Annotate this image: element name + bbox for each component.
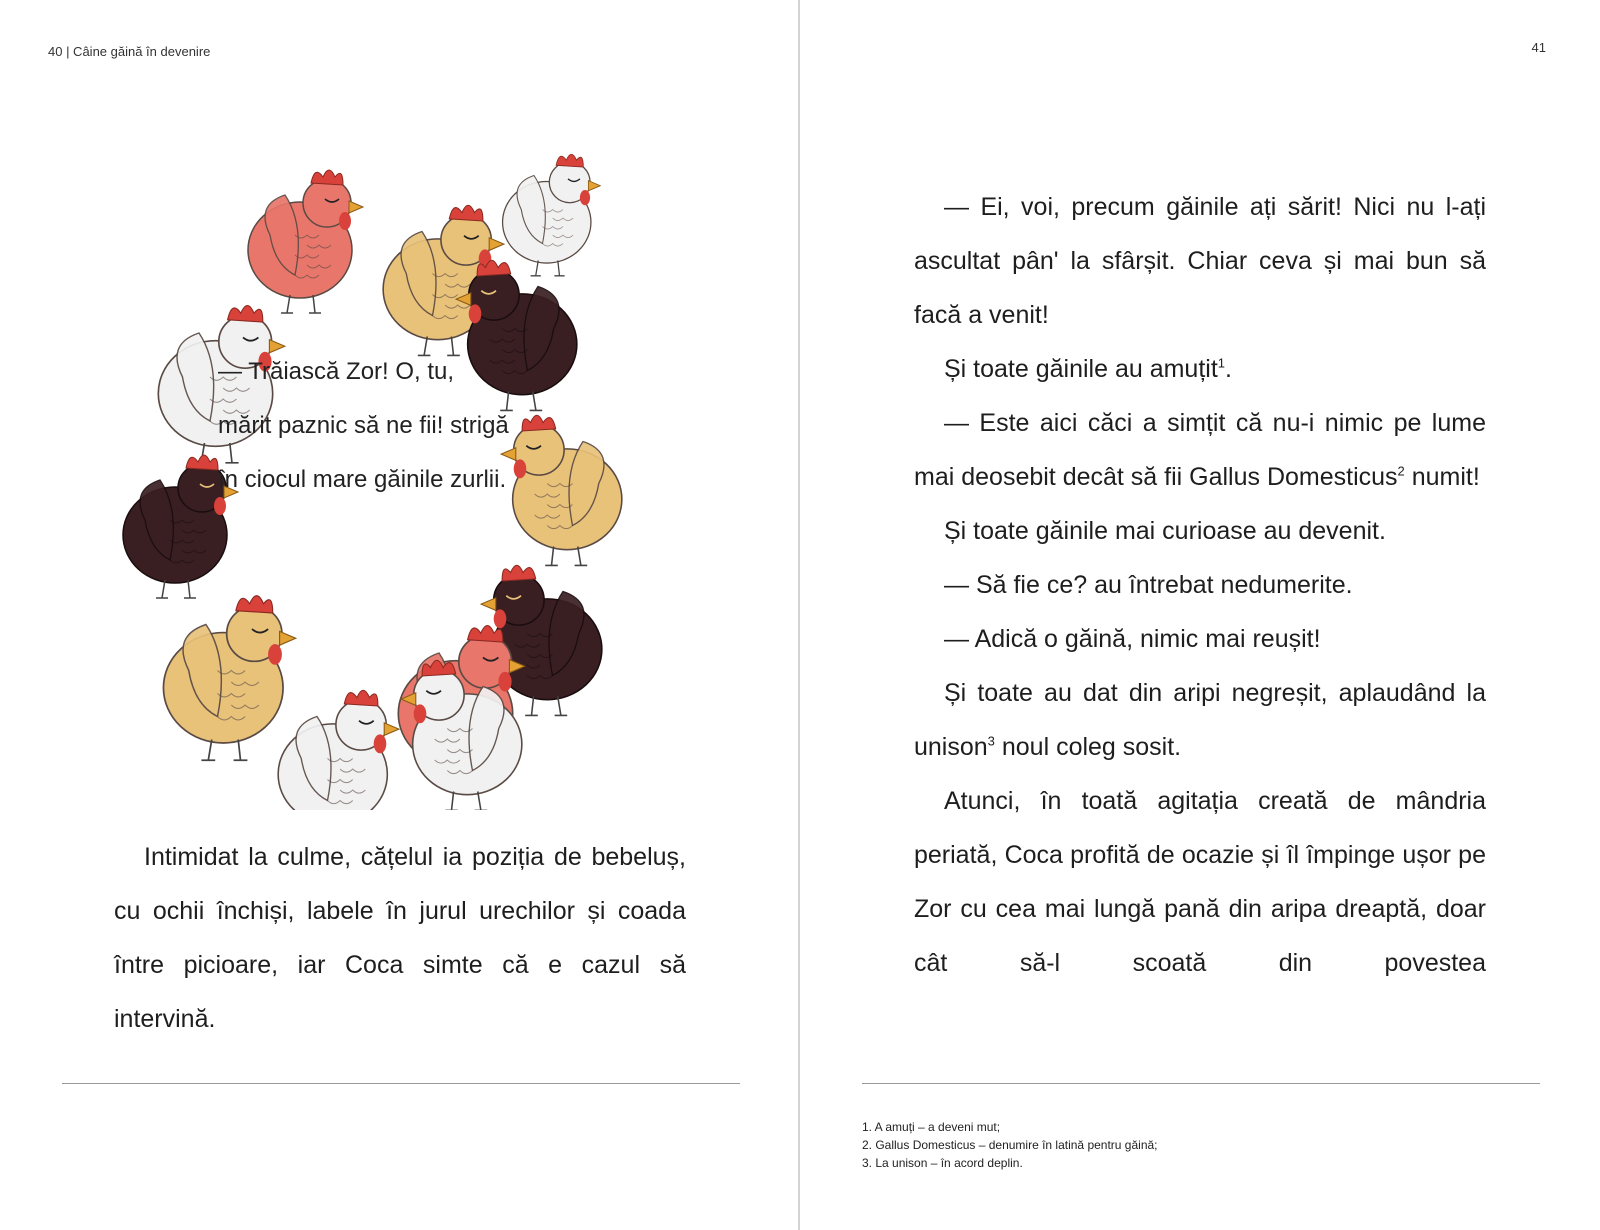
- hen-figure: [278, 690, 399, 810]
- hen-figure: [503, 154, 601, 276]
- paragraph-text: Atunci, în toată agitația creată de mândria periată, Coca profită de ocazie și îl împinge ușor pe Zor cu cea mai lungă pană din aripa dreaptă, doar cât să-l scoată din povestea: [914, 787, 1486, 977]
- footnote: 2. Gallus Domesticus – denumire în latină pentru găină;: [862, 1138, 1158, 1152]
- left-paragraph: Intimidat la culme, cățelul ia poziția de bebeluș, cu ochii închiși, labele în jurul urechilor și coada între picioare, iar Coca simte că e cazul să intervină.: [114, 843, 686, 1033]
- paragraph-text: — Adică o găină, nimic mai reușit!: [944, 625, 1321, 653]
- footnote-ref: 2: [1397, 463, 1405, 479]
- hen-dialogue-line: — Trăiască Zor! O, tu,: [218, 358, 455, 385]
- footnote-ref: 1: [1217, 355, 1226, 371]
- paragraph: [914, 180, 1486, 342]
- paragraph: [914, 558, 1486, 612]
- paragraph-text: Și toate găinile au amuțit: [944, 355, 1218, 383]
- left-page: [0, 0, 798, 1230]
- footnote: 3. La unison – în acord deplin.: [862, 1156, 1023, 1170]
- page-number: 41: [1531, 40, 1546, 55]
- paragraph: [914, 666, 1486, 774]
- paragraph-text: — Ei, voi, precum găinile ați sărit! Nici nu l-ați ascultat pân' la sfârșit. Chiar ceva și mai bun să facă a venit!: [914, 193, 1486, 329]
- hen-figure: [163, 596, 295, 760]
- paragraph-text: — Este aici căci a simțit că nu-i nimic pe lume mai deosebit decât să fii Gallus Domesticus: [914, 409, 1486, 491]
- paragraph: [914, 396, 1486, 504]
- footnote-ref: 3: [987, 733, 995, 749]
- paragraph-text: Și toate găinile mai curioase au devenit.: [944, 517, 1386, 545]
- right-page: [800, 0, 1600, 1230]
- hen-dialogue: [218, 345, 578, 507]
- paragraph: [914, 612, 1486, 666]
- paragraph: [914, 342, 1486, 396]
- paragraph-text: noul coleg sosit.: [994, 733, 1182, 761]
- paragraph-text: — Să fie ce? au întrebat nedumerite.: [944, 571, 1353, 599]
- right-text-column: [914, 180, 1486, 990]
- paragraph-text: Și toate au dat din aripi negreșit, aplaudând la unison: [914, 679, 1486, 761]
- paragraph-text: .: [1225, 355, 1232, 383]
- footnotes: [862, 1118, 1158, 1172]
- paragraph: [914, 774, 1486, 990]
- paragraph: [914, 504, 1486, 558]
- paragraph-text: numit!: [1404, 463, 1480, 491]
- running-head: 40 | Câine găină în devenire: [48, 44, 211, 59]
- hen-dialogue-line: în ciocul mare găinile zurlii.: [218, 466, 507, 493]
- footnote: 1. A amuți – a deveni mut;: [862, 1120, 1001, 1134]
- hen-figure: [248, 170, 363, 313]
- footnote-divider: [62, 1083, 740, 1084]
- footnote-divider: [862, 1083, 1540, 1084]
- hen-dialogue-line: mărit paznic să ne fii! strigă: [218, 412, 509, 439]
